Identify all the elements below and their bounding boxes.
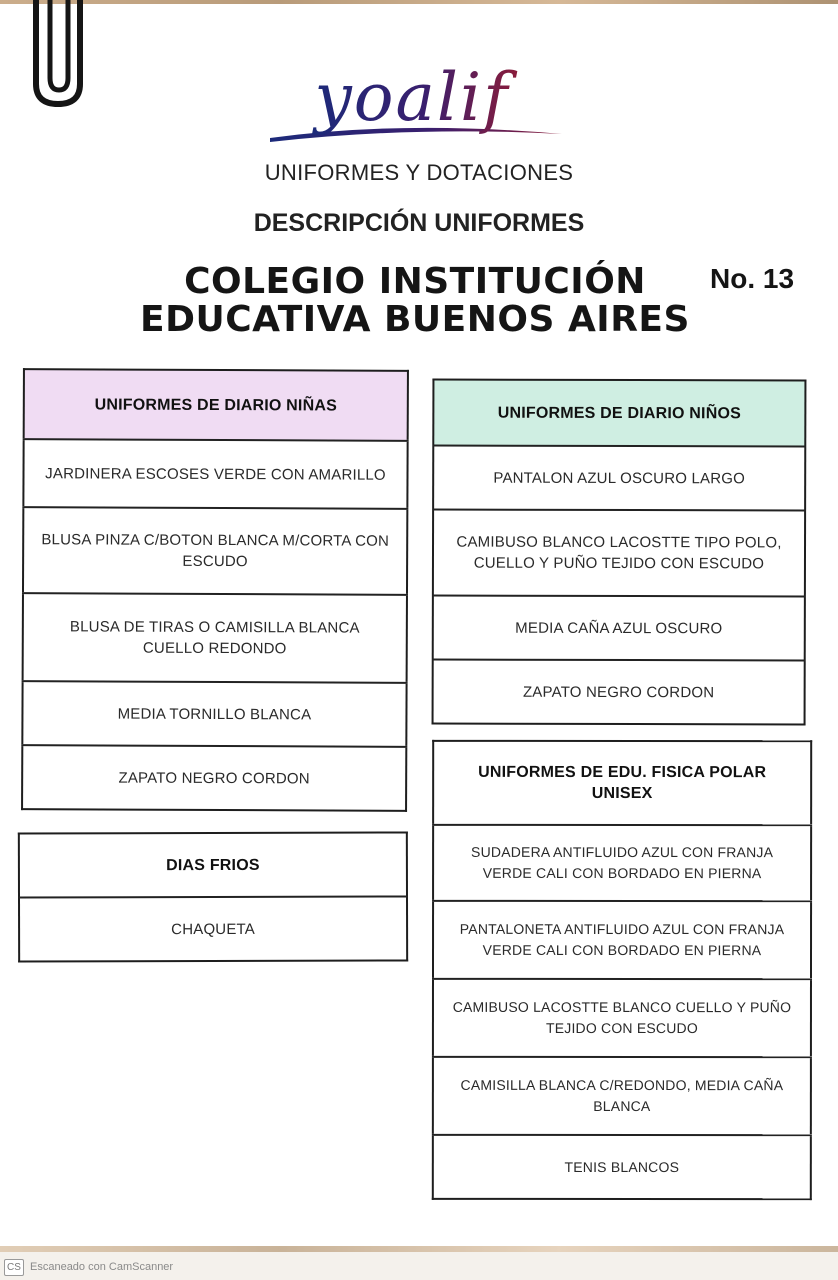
table-row: PANTALONETA ANTIFLUIDO AZUL CON FRANJA VERDE CALI CON BORDADO EN PIERNA (433, 901, 811, 979)
table-row: JARDINERA ESCOSES VERDE CON AMARILLO (23, 439, 407, 509)
camscanner-icon: CS (4, 1259, 24, 1276)
uniform-table-dias-frios (18, 831, 408, 962)
scanner-watermark-text: Escaneado con CamScanner (30, 1261, 174, 1273)
paper-top-edge (0, 0, 838, 4)
document-title: DESCRIPCIÓN UNIFORMES (253, 209, 585, 237)
table-header: UNIFORMES DE EDU. FISICA POLAR UNISEX (478, 763, 767, 803)
uniform-table-ninas (21, 368, 409, 812)
table-row: MEDIA CAÑA AZUL OSCURO (433, 596, 805, 661)
brand-logo (262, 60, 580, 150)
logo-text: yoalif (314, 60, 510, 136)
school-name-line-2: EDUCATIVA BUENOS AIRES (140, 299, 690, 340)
table-row: ZAPATO NEGRO CORDON (22, 745, 406, 811)
table-row: BLUSA DE TIRAS O CAMISILLA BLANCA CUELLO REDONDO (23, 593, 407, 683)
table-header: UNIFORMES DE DIARIO NIÑAS (24, 369, 408, 441)
table-header: DIAS FRIOS (166, 856, 260, 874)
document-number: No. 13 (710, 263, 795, 294)
school-name (110, 263, 720, 339)
table-row: SUDADERA ANTIFLUIDO AZUL CON FRANJA VERDE CALI CON BORDADO EN PIERNA (433, 825, 811, 901)
company-tagline: UNIFORMES Y DOTACIONES (264, 160, 574, 185)
table-row: PANTALON AZUL OSCURO LARGO (433, 446, 805, 511)
school-name-line-1: COLEGIO INSTITUCIÓN (184, 261, 646, 302)
table-row: TENIS BLANCOS (433, 1135, 811, 1199)
table-header: UNIFORMES DE DIARIO NIÑOS (433, 380, 805, 447)
table-row: MEDIA TORNILLO BLANCA (22, 681, 406, 747)
table-row: CAMISILLA BLANCA C/REDONDO, MEDIA CAÑA BLANCA (433, 1057, 811, 1135)
scanner-watermark (4, 1258, 173, 1276)
table-row: ZAPATO NEGRO CORDON (433, 660, 805, 725)
table-row: BLUSA PINZA C/BOTON BLANCA M/CORTA CON ESCUDO (23, 507, 407, 595)
table-row: CAMIBUSO BLANCO LACOSTTE TIPO POLO, CUELLO Y PUÑO TEJIDO CON ESCUDO (433, 510, 805, 597)
uniform-table-educacion-fisica (432, 740, 812, 1200)
table-row: CHAQUETA (19, 896, 407, 961)
paper-bottom-edge (0, 1246, 838, 1252)
table-row: CAMIBUSO LACOSTTE BLANCO CUELLO Y PUÑO TEJIDO CON ESCUDO (433, 979, 811, 1057)
uniform-table-ninos (432, 379, 807, 726)
paperclip-icon (22, 0, 92, 112)
